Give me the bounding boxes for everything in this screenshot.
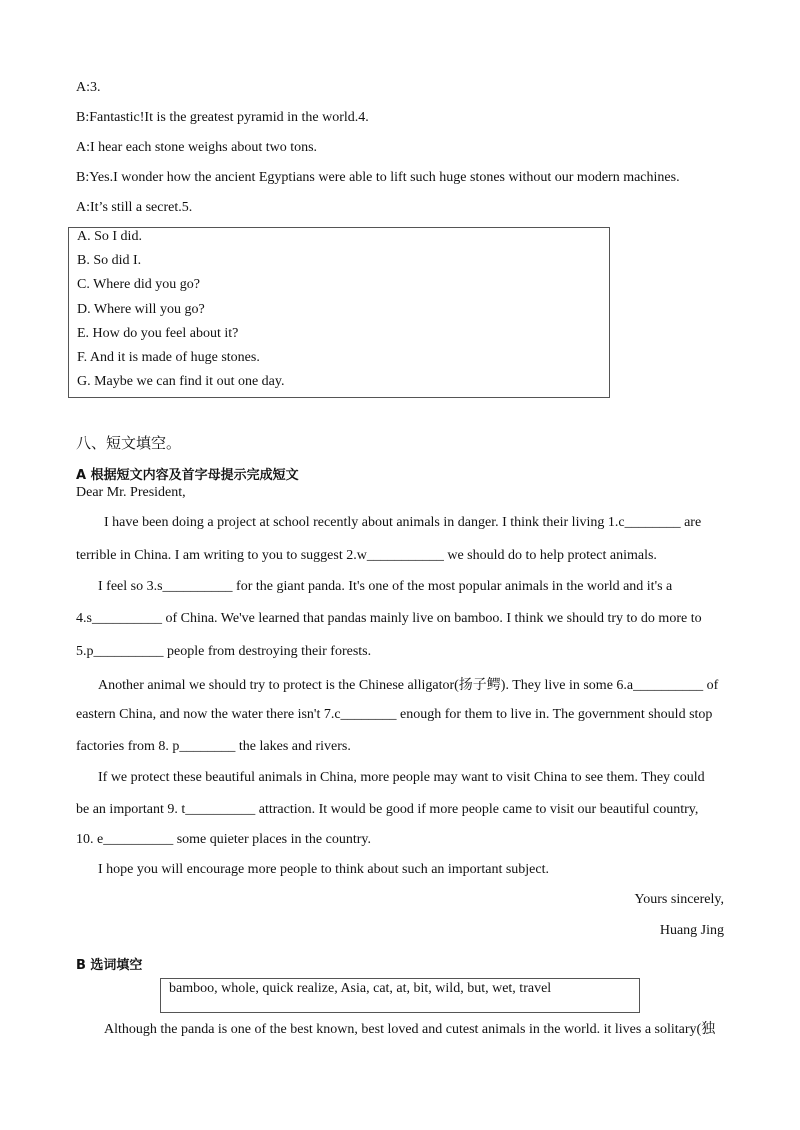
closing: Yours sincerely, bbox=[634, 892, 724, 907]
options-box bbox=[68, 227, 610, 398]
dialog-line-3: A:I hear each stone weighs about two tons. bbox=[76, 140, 318, 155]
paragraph-2-cont: 4.s__________ of China. We've learned that pandas mainly live on bamboo. I think we should try to do more to bbox=[76, 611, 702, 626]
signature: Huang Jing bbox=[659, 923, 724, 938]
option-a: A. So I did. bbox=[77, 229, 142, 244]
paragraph-4-cont: be an important 9. t__________ attraction. It would be good if more people came to visit our beautiful country, bbox=[76, 802, 699, 817]
paragraph-3-end: factories from 8. p________ the lakes and rivers. bbox=[76, 739, 351, 754]
dialog-line-5: A:It’s still a secret.5. bbox=[76, 200, 193, 215]
word-bank: bamboo, whole, quick realize, Asia, cat, at, bit, wild, but, wet, travel bbox=[169, 981, 552, 996]
section-title: 八、短文填空。 bbox=[76, 434, 182, 452]
salutation: Dear Mr. President, bbox=[76, 485, 186, 500]
dialog-line-4: B:Yes.I wonder how the ancient Egyptians were able to lift such huge stones without our modern machines. bbox=[76, 170, 680, 185]
paragraph-1-cont: terrible in China. I am writing to you to suggest 2.w___________ we should do to help protect animals. bbox=[76, 548, 657, 563]
part-a-title: A 根据短文内容及首字母提示完成短文 bbox=[76, 468, 299, 483]
paragraph-2-end: 5.p__________ people from destroying their forests. bbox=[76, 644, 372, 659]
dialog-line-1: A:3. bbox=[76, 80, 101, 95]
part-b-title: B 选词填空 bbox=[76, 958, 143, 973]
option-e: E. How do you feel about it? bbox=[77, 326, 239, 341]
paragraph-2: I feel so 3.s__________ for the giant panda. It's one of the most popular animals in the world and it's a bbox=[98, 579, 673, 594]
paragraph-3: Another animal we should try to protect is the Chinese alligator(扬子鳄). They live in some 6.a__________ of bbox=[98, 678, 719, 693]
word-bank-box bbox=[160, 978, 640, 1013]
paragraph-5: I hope you will encourage more people to think about such an important subject. bbox=[98, 862, 549, 877]
part-b-paragraph: Although the panda is one of the best known, best loved and cutest animals in the world. it lives a solitary(独 bbox=[104, 1022, 716, 1037]
paragraph-3-cont: eastern China, and now the water there isn't 7.c________ enough for them to live in. The government should stop bbox=[76, 707, 713, 722]
paragraph-4-end: 10. e__________ some quieter places in the country. bbox=[76, 832, 371, 847]
option-g: G. Maybe we can find it out one day. bbox=[77, 374, 285, 389]
paragraph-4: If we protect these beautiful animals in China, more people may want to visit China to see them. They could bbox=[98, 770, 705, 785]
dialog-line-2: B:Fantastic!It is the greatest pyramid in the world.4. bbox=[76, 110, 369, 125]
option-d: D. Where will you go? bbox=[77, 302, 205, 317]
paragraph-1: I have been doing a project at school recently about animals in danger. I think their living 1.c________ are bbox=[104, 515, 702, 530]
option-f: F. And it is made of huge stones. bbox=[77, 350, 260, 365]
option-b: B. So did I. bbox=[77, 253, 142, 268]
option-c: C. Where did you go? bbox=[77, 277, 200, 292]
